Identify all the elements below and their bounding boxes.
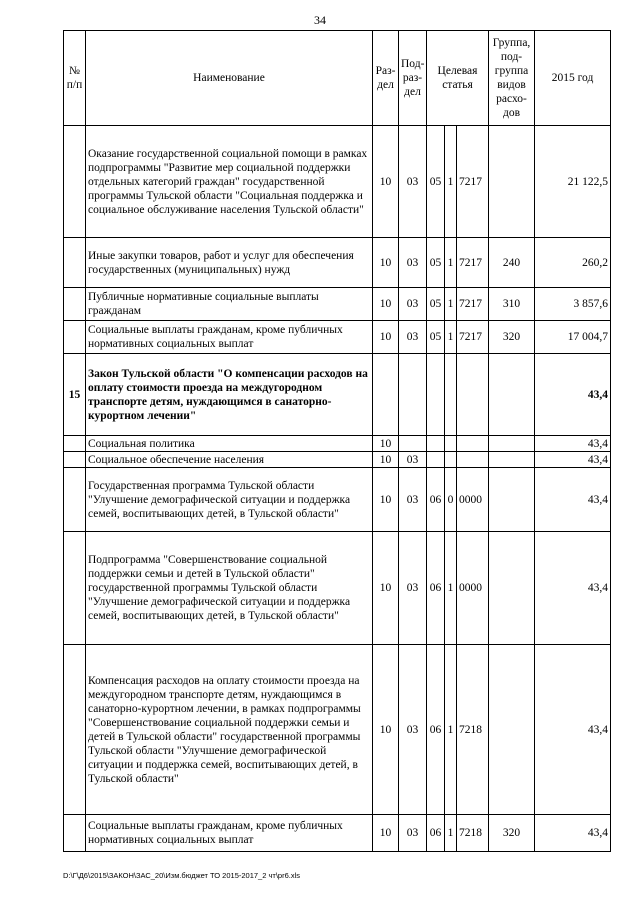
row-name: Подпрограмма "Совершенствование социальной поддержки семьи и детей в Тульской области" государственной программы Тульской области "Улучшение демографической ситуации и поддержка семей, воспитывающих детей, в Тульской области"	[86, 532, 373, 645]
row-name: Социальная политика	[86, 436, 373, 452]
row-subsection: 03	[399, 815, 427, 852]
row-section: 10	[373, 452, 399, 468]
file-path-footer: D:\Г\Д6\2015\ЗАКОН\ЗАС_20\Изм.бюджет ТО 2015-2017_2 чт\pr6.xls	[63, 871, 300, 880]
row-subsection: 03	[399, 126, 427, 238]
row-target-subprogram	[445, 452, 457, 468]
row-section: 10	[373, 532, 399, 645]
row-num	[64, 238, 86, 288]
row-target-code: 7217	[457, 238, 489, 288]
row-target-code	[457, 354, 489, 436]
row-subsection: 03	[399, 238, 427, 288]
table-row	[64, 126, 611, 238]
row-name: Закон Тульской области "О компенсации расходов на оплату стоимости проезда на междугородном транспорте детям, нуждающимся в санаторно-курортном лечении"	[86, 354, 373, 436]
row-target-subprogram: 1	[445, 645, 457, 815]
row-expense-group	[489, 436, 535, 452]
row-expense-group	[489, 468, 535, 532]
row-target-program: 06	[427, 468, 445, 532]
row-target-program: 05	[427, 288, 445, 321]
row-target-program: 06	[427, 645, 445, 815]
row-expense-group: 240	[489, 238, 535, 288]
row-subsection: 03	[399, 321, 427, 354]
row-target-subprogram: 1	[445, 238, 457, 288]
row-target-program: 05	[427, 321, 445, 354]
row-target-subprogram: 1	[445, 815, 457, 852]
row-section: 10	[373, 288, 399, 321]
row-name: Государственная программа Тульской области "Улучшение демографической ситуации и поддержка семей, воспитывающих детей, в Тульской области"	[86, 468, 373, 532]
row-amount-2015: 43,4	[535, 532, 611, 645]
row-expense-group	[489, 452, 535, 468]
row-name: Публичные нормативные социальные выплаты гражданам	[86, 288, 373, 321]
row-section: 10	[373, 645, 399, 815]
row-name: Иные закупки товаров, работ и услуг для обеспечения государственных (муниципальных) нужд	[86, 238, 373, 288]
row-target-subprogram	[445, 354, 457, 436]
row-name: Социальное обеспечение населения	[86, 452, 373, 468]
row-subsection: 03	[399, 452, 427, 468]
row-target-program	[427, 436, 445, 452]
row-expense-group	[489, 126, 535, 238]
row-section: 10	[373, 468, 399, 532]
row-num: 15	[64, 354, 86, 436]
row-expense-group: 320	[489, 815, 535, 852]
row-amount-2015: 21 122,5	[535, 126, 611, 238]
header-subsection: Под-раз-дел	[399, 31, 427, 126]
table-row	[64, 354, 611, 436]
row-subsection	[399, 354, 427, 436]
row-target-code: 0000	[457, 468, 489, 532]
row-section: 10	[373, 321, 399, 354]
row-name: Компенсация расходов на оплату стоимости проезда на междугородном транспорте детям, нуждающимся в санаторно-курортном лечении, в рамках подпрограммы "Совершенствование социальной поддержки семьи и детей в Тульской области" государственной программы Тульской области "Улучшение демографической ситуации и поддержка семей, воспитывающих детей, в Тульской области"	[86, 645, 373, 815]
row-amount-2015: 43,4	[535, 645, 611, 815]
row-amount-2015: 260,2	[535, 238, 611, 288]
row-amount-2015: 43,4	[535, 468, 611, 532]
row-target-code	[457, 452, 489, 468]
row-subsection	[399, 436, 427, 452]
row-expense-group	[489, 532, 535, 645]
row-target-code: 7217	[457, 321, 489, 354]
row-target-subprogram	[445, 436, 457, 452]
row-target-subprogram: 1	[445, 532, 457, 645]
header-year: 2015 год	[535, 31, 611, 126]
table-row	[64, 288, 611, 321]
row-target-code: 7218	[457, 645, 489, 815]
row-expense-group	[489, 354, 535, 436]
row-num	[64, 321, 86, 354]
row-name: Социальные выплаты гражданам, кроме публичных нормативных социальных выплат	[86, 321, 373, 354]
header-num: № п/п	[64, 31, 86, 126]
row-section: 10	[373, 238, 399, 288]
row-num	[64, 645, 86, 815]
row-section: 10	[373, 126, 399, 238]
table-row	[64, 452, 611, 468]
row-subsection: 03	[399, 288, 427, 321]
row-target-program	[427, 354, 445, 436]
row-amount-2015: 43,4	[535, 436, 611, 452]
row-num	[64, 288, 86, 321]
table-row	[64, 321, 611, 354]
row-amount-2015: 43,4	[535, 452, 611, 468]
row-num	[64, 452, 86, 468]
row-subsection: 03	[399, 645, 427, 815]
row-target-program: 05	[427, 126, 445, 238]
row-target-code: 7217	[457, 126, 489, 238]
header-name: Наименование	[86, 31, 373, 126]
table-row	[64, 532, 611, 645]
row-amount-2015: 43,4	[535, 354, 611, 436]
row-target-code	[457, 436, 489, 452]
header-target: Целевая статья	[427, 31, 489, 126]
table-row	[64, 815, 611, 852]
table-row	[64, 645, 611, 815]
row-num	[64, 532, 86, 645]
page-number: 34	[314, 13, 326, 27]
row-section: 10	[373, 815, 399, 852]
row-expense-group: 310	[489, 288, 535, 321]
row-target-code: 7217	[457, 288, 489, 321]
row-target-subprogram: 1	[445, 288, 457, 321]
row-amount-2015: 3 857,6	[535, 288, 611, 321]
row-target-program	[427, 452, 445, 468]
row-num	[64, 468, 86, 532]
row-target-program: 06	[427, 532, 445, 645]
table-row	[64, 468, 611, 532]
table-body	[64, 126, 611, 852]
row-subsection: 03	[399, 468, 427, 532]
row-target-code: 7218	[457, 815, 489, 852]
row-amount-2015: 43,4	[535, 815, 611, 852]
row-section	[373, 354, 399, 436]
row-target-subprogram: 1	[445, 126, 457, 238]
row-section: 10	[373, 436, 399, 452]
row-num	[64, 436, 86, 452]
row-num	[64, 126, 86, 238]
row-amount-2015: 17 004,7	[535, 321, 611, 354]
row-expense-group: 320	[489, 321, 535, 354]
row-name: Социальные выплаты гражданам, кроме публичных нормативных социальных выплат	[86, 815, 373, 852]
row-target-program: 05	[427, 238, 445, 288]
header-group: Группа, под-группа видов расхо-дов	[489, 31, 535, 126]
row-expense-group	[489, 645, 535, 815]
budget-table	[63, 30, 611, 852]
row-target-subprogram: 0	[445, 468, 457, 532]
row-target-code: 0000	[457, 532, 489, 645]
row-target-subprogram: 1	[445, 321, 457, 354]
table-row	[64, 238, 611, 288]
row-name: Оказание государственной социальной помощи в рамках подпрограммы "Развитие мер социальной поддержки отдельных категорий граждан" государственной программы Тульской области "Социальная поддержка и социальное обслуживание населения Тульской области"	[86, 126, 373, 238]
row-subsection: 03	[399, 532, 427, 645]
row-target-program: 06	[427, 815, 445, 852]
table-header-row	[64, 31, 611, 126]
header-section: Раз-дел	[373, 31, 399, 126]
table-row	[64, 436, 611, 452]
row-num	[64, 815, 86, 852]
